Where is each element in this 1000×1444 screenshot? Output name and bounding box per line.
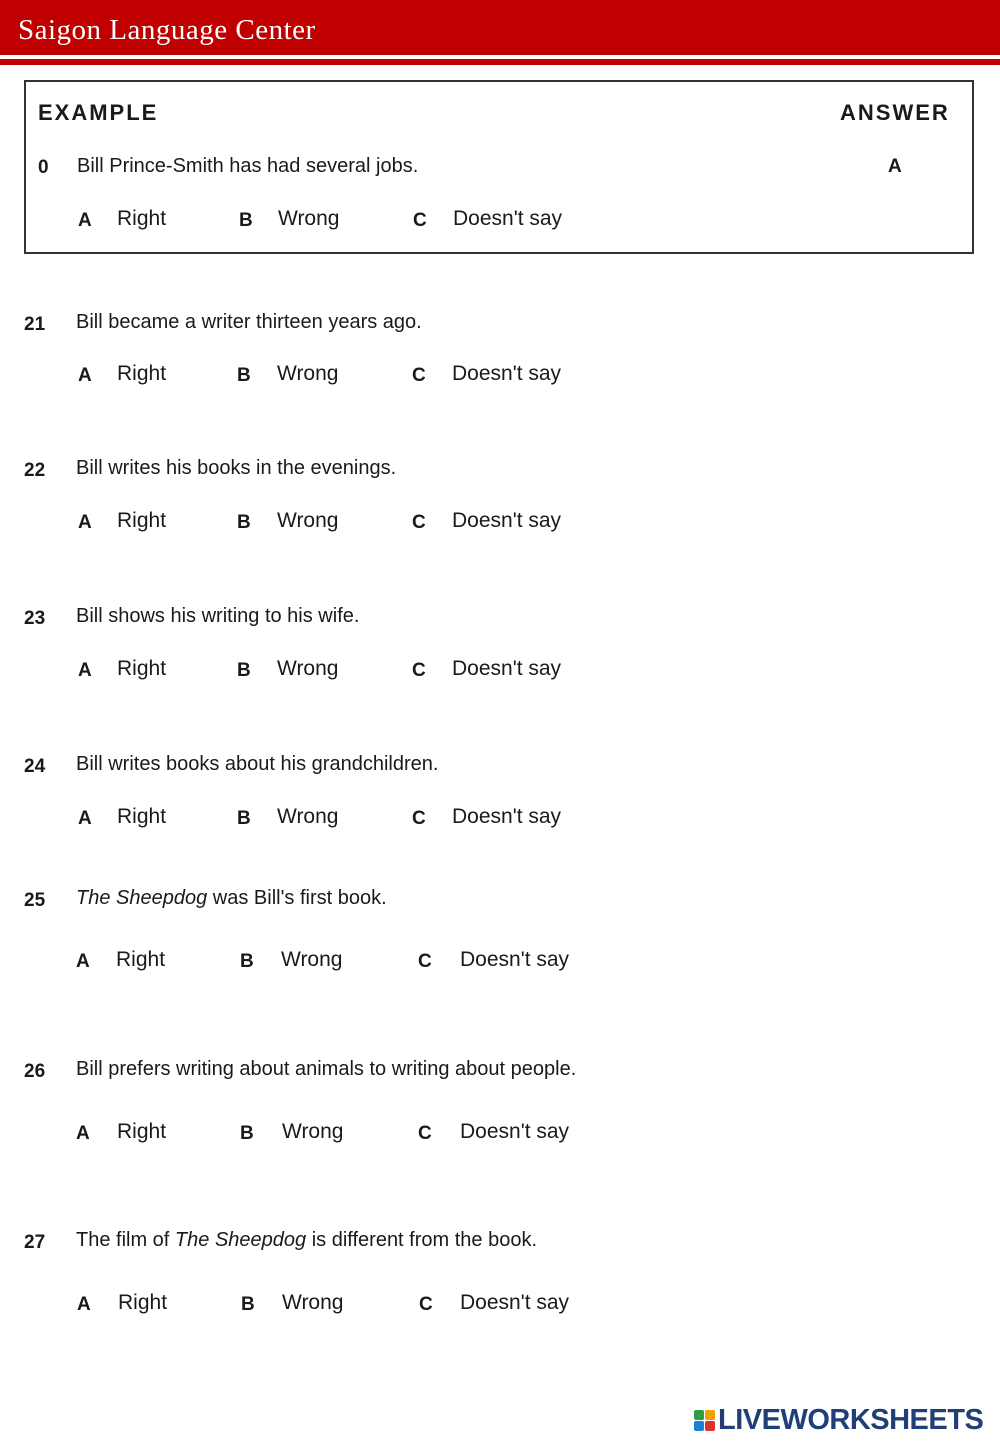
option-c-text[interactable]: Doesn't say [452, 509, 562, 532]
statement-text: Bill writes books about his grandchildren. [76, 753, 439, 775]
option-a-letter[interactable]: A [78, 808, 92, 829]
question-number: 27 [24, 1232, 46, 1253]
question-number: 21 [24, 314, 46, 335]
option-b-text[interactable]: Wrong [277, 362, 339, 385]
option-c-letter[interactable]: C [412, 660, 426, 681]
question-number: 22 [24, 460, 46, 481]
option-c-letter[interactable]: C [412, 365, 426, 386]
option-b-letter[interactable]: B [241, 1294, 255, 1315]
example-option-c-letter: C [413, 210, 427, 231]
question-statement [76, 1058, 576, 1081]
option-c-letter[interactable]: C [418, 1123, 432, 1144]
option-a-letter[interactable]: A [77, 1294, 91, 1315]
option-a-text[interactable]: Right [118, 1291, 168, 1314]
brand-footer [694, 1404, 983, 1436]
example-answer: A [888, 156, 902, 177]
option-b-text[interactable]: Wrong [277, 657, 339, 680]
example-statement: Bill Prince-Smith has had several jobs. [77, 155, 419, 177]
answer-label: ANSWER [840, 100, 950, 125]
example-label: EXAMPLE [38, 100, 159, 125]
question-statement [76, 605, 359, 628]
statement-text: Bill prefers writing about animals to writing about people. [76, 1058, 577, 1080]
option-c-text[interactable]: Doesn't say [460, 1291, 570, 1314]
example-option-a-text: Right [117, 207, 167, 230]
option-a-text[interactable]: Right [117, 805, 167, 828]
option-b-text[interactable]: Wrong [282, 1120, 344, 1143]
option-c-text[interactable]: Doesn't say [452, 362, 562, 385]
brand-text: LIVEWORKSHEETS [718, 1403, 984, 1436]
statement-text: is different from the book. [306, 1229, 538, 1251]
example-option-b-letter: B [239, 210, 253, 231]
statement-text: Bill became a writer thirteen years ago. [76, 311, 422, 333]
option-b-text[interactable]: Wrong [277, 509, 339, 532]
option-a-text[interactable]: Right [117, 362, 167, 385]
option-b-text[interactable]: Wrong [282, 1291, 344, 1314]
statement-text: Bill shows his writing to his wife. [76, 605, 360, 627]
option-a-text[interactable]: Right [117, 657, 167, 680]
option-b-letter[interactable]: B [240, 1123, 254, 1144]
option-b-letter[interactable]: B [237, 365, 251, 386]
option-a-letter[interactable]: A [76, 1123, 90, 1144]
question-number: 24 [24, 756, 46, 777]
liveworksheets-logo-icon [694, 1410, 715, 1431]
statement-text: was Bill's first book. [207, 887, 387, 909]
option-b-letter[interactable]: B [237, 808, 251, 829]
option-a-text[interactable]: Right [117, 509, 167, 532]
option-a-text[interactable]: Right [116, 948, 166, 971]
statement-text: Bill writes his books in the evenings. [76, 457, 397, 479]
question-statement [76, 753, 438, 776]
header-title: Saigon Language Center [18, 14, 316, 46]
option-c-letter[interactable]: C [412, 808, 426, 829]
book-title: The Sheepdog [174, 1229, 307, 1251]
option-c-letter[interactable]: C [412, 512, 426, 533]
option-c-letter[interactable]: C [419, 1294, 433, 1315]
option-c-text[interactable]: Doesn't say [460, 948, 570, 971]
option-c-letter[interactable]: C [418, 951, 432, 972]
option-b-text[interactable]: Wrong [281, 948, 343, 971]
option-b-text[interactable]: Wrong [277, 805, 339, 828]
statement-text: The film of [76, 1229, 175, 1251]
question-number: 23 [24, 608, 46, 629]
question-statement [76, 457, 396, 480]
option-b-letter[interactable]: B [237, 660, 251, 681]
question-statement [76, 311, 422, 334]
option-b-letter[interactable]: B [237, 512, 251, 533]
question-number: 25 [24, 890, 46, 911]
example-option-c-text: Doesn't say [453, 207, 563, 230]
option-c-text[interactable]: Doesn't say [460, 1120, 570, 1143]
example-option-b-text: Wrong [278, 207, 340, 230]
option-c-text[interactable]: Doesn't say [452, 805, 562, 828]
question-statement [76, 887, 387, 910]
book-title: The Sheepdog [76, 887, 208, 909]
header-rule [0, 59, 1000, 65]
example-option-a-letter: A [78, 210, 92, 231]
question-number: 26 [24, 1061, 46, 1082]
option-a-letter[interactable]: A [78, 660, 92, 681]
option-c-text[interactable]: Doesn't say [452, 657, 562, 680]
option-a-text[interactable]: Right [117, 1120, 167, 1143]
example-number: 0 [38, 157, 49, 178]
option-b-letter[interactable]: B [240, 951, 254, 972]
option-a-letter[interactable]: A [76, 951, 90, 972]
option-a-letter[interactable]: A [78, 512, 92, 533]
option-a-letter[interactable]: A [78, 365, 92, 386]
question-statement [76, 1229, 537, 1252]
